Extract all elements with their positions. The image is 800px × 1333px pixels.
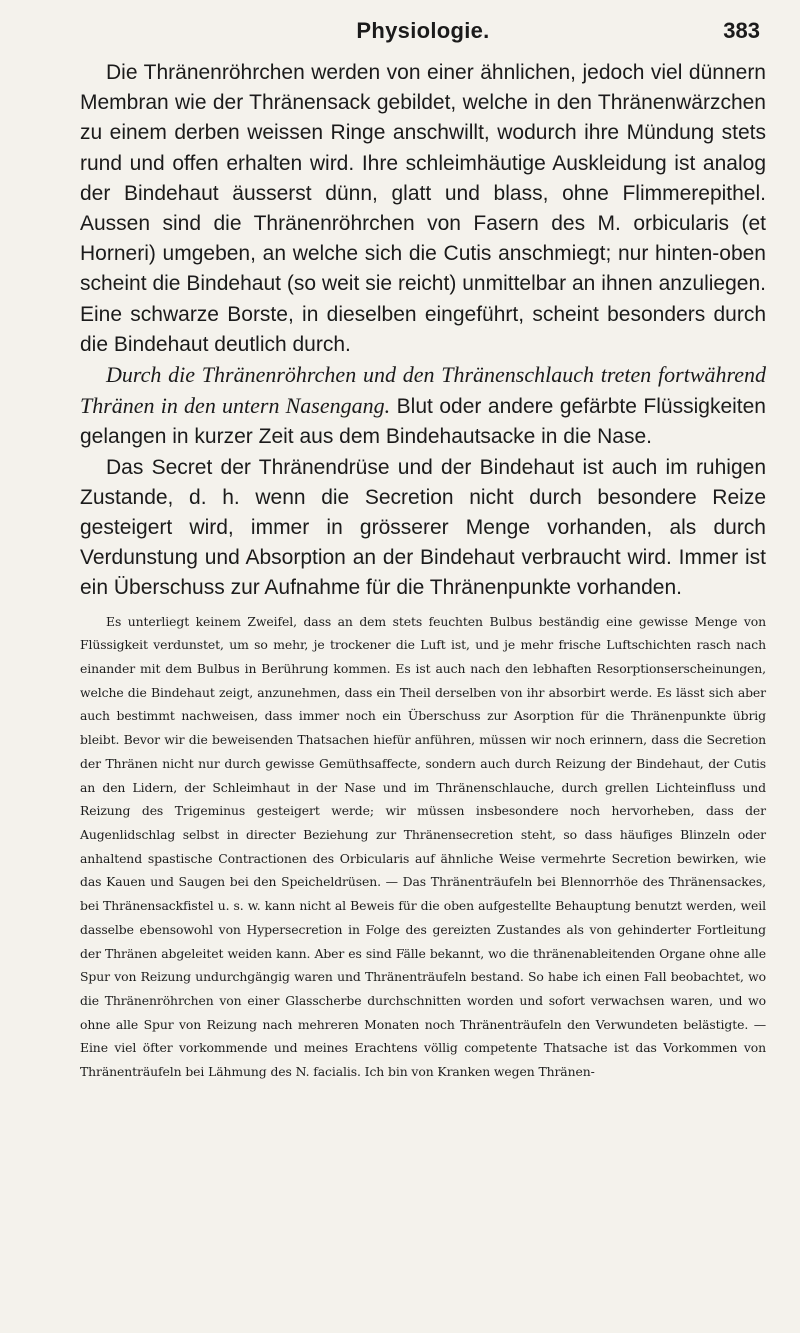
paragraph-3: Das Secret der Thränendrüse und der Bindehaut ist auch im ruhigen Zustande, d. h. wenn die Secretion nicht durch besondere Reize gesteigert wird, immer in grösserer Menge vorhanden, als durch Verdunstung und Absorption an der Bindehaut verbraucht wird. Immer ist ein Überschuss zur Aufnahme für die Thränenpunkte vorhanden. xyxy=(80,455,766,600)
paragraph-1: Die Thränenröhrchen werden von einer ähnlichen, jedoch viel dünnern Membran wie der Thränensack gebildet, welche in den Thränenwärzchen zu einem derben weissen Ringe anschwillt, wodurch ihre Mündung stets rund und offen erhalten wird. Ihre schleimhäutige Auskleidung ist analog der Bindehaut äusserst dünn, glatt und blass, ohne Flimmerepithel. Aussen sind die Thränenröhrchen von Fasern des M. orbicularis (et Horneri) umgeben, an welche sich die Cutis anschmiegt; nur hinten-oben scheint die Bindehaut (so weit sie reicht) unmittelbar an ihnen anzuliegen. Eine schwarze Borste, in dieselben eingeführt, scheint besonders durch die Bindehaut deutlich durch. xyxy=(80,61,766,356)
small-print-note xyxy=(80,610,766,1084)
main-text xyxy=(80,58,766,604)
paragraph-2-emphasis: Durch die Thränenröhrchen und den Thränenschlauch treten fortwährend Thränen in den untern Nasengang. xyxy=(80,362,766,419)
page-body xyxy=(80,58,766,1084)
small-print-paragraph: Es unterliegt keinem Zweifel, dass an dem stets feuchten Bulbus beständig eine gewisse Menge von Flüssigkeit verdunstet, um so mehr, je trockener die Luft ist, und je mehr frische Luftschichten rasch nach einander mit dem Bulbus in Berührung kommen. Es ist auch nach den lebhaften Resorptionserscheinungen, welche die Bindehaut zeigt, anzunehmen, dass ein Theil derselben von ihr absorbirt werde. Es lässt sich aber auch bestimmt nachweisen, dass immer noch ein Überschuss zur Asorption für die Thränenpunkte übrig bleibt. Bevor wir die beweisenden Thatsachen hiefür anführen, müssen wir noch erinnern, dass die Secretion der Thränen nicht nur durch gewisse Gemüthsaffecte, sondern auch durch Reizung der Bindehaut, der Cutis an den Lidern, der Schleimhaut in der Nase und im Thränenschlauche, durch grellen Lichteinfluss und Reizung des Trigeminus gesteigert werde; wir müssen insbesondere noch hervorheben, dass der Augenlidschlag selbst in directer Beziehung zur Thränensecretion steht, so dass häufiges Blinzeln oder anhaltend spastische Contractionen des Orbicularis auf ähnliche Weise vermehrte Secretion bewirken, wie das Kauen und Saugen bei den Speicheldrüsen. — Das Thränenträufeln bei Blennorrhöe des Thränensackes, bei Thränensackfistel u. s. w. kann nicht al Beweis für die oben aufgestellte Behauptung benutzt werden, weil dasselbe ebensowohl von Hypersecretion in Folge des gereizten Zustandes als von gehinderter Fortleitung der Thränen abgeleitet weiden kann. Aber es sind Fälle bekannt, wo die thränenableitenden Organe ohne alle Spur von Reizung undurchgängig waren und Thränenträufeln bestand. So habe ich einen Fall beobachtet, wo die Thränenröhrchen von einer Glasscherbe durchschnitten worden und sofort verwachsen waren, und wo ohne alle Spur von Reizung nach mehreren Monaten noch Thränenträufeln den Verwundeten belästigte. — Eine viel öfter vorkommende und meines Erachtens völlig competente Thatsache ist das Vorkommen von Thränenträufeln bei Lähmung des N. facialis. Ich bin von Kranken wegen Thränen- xyxy=(80,613,766,1080)
page-number: 383 xyxy=(723,18,760,43)
running-header xyxy=(80,14,766,58)
paragraph-2 xyxy=(80,360,766,453)
paragraph-2-rest: Blut oder andere gefärbte Flüssigkeiten gelangen in kurzer Zeit aus dem Bindehautsacke in die Nase. xyxy=(80,395,766,449)
running-title: Physiologie. xyxy=(356,18,490,43)
